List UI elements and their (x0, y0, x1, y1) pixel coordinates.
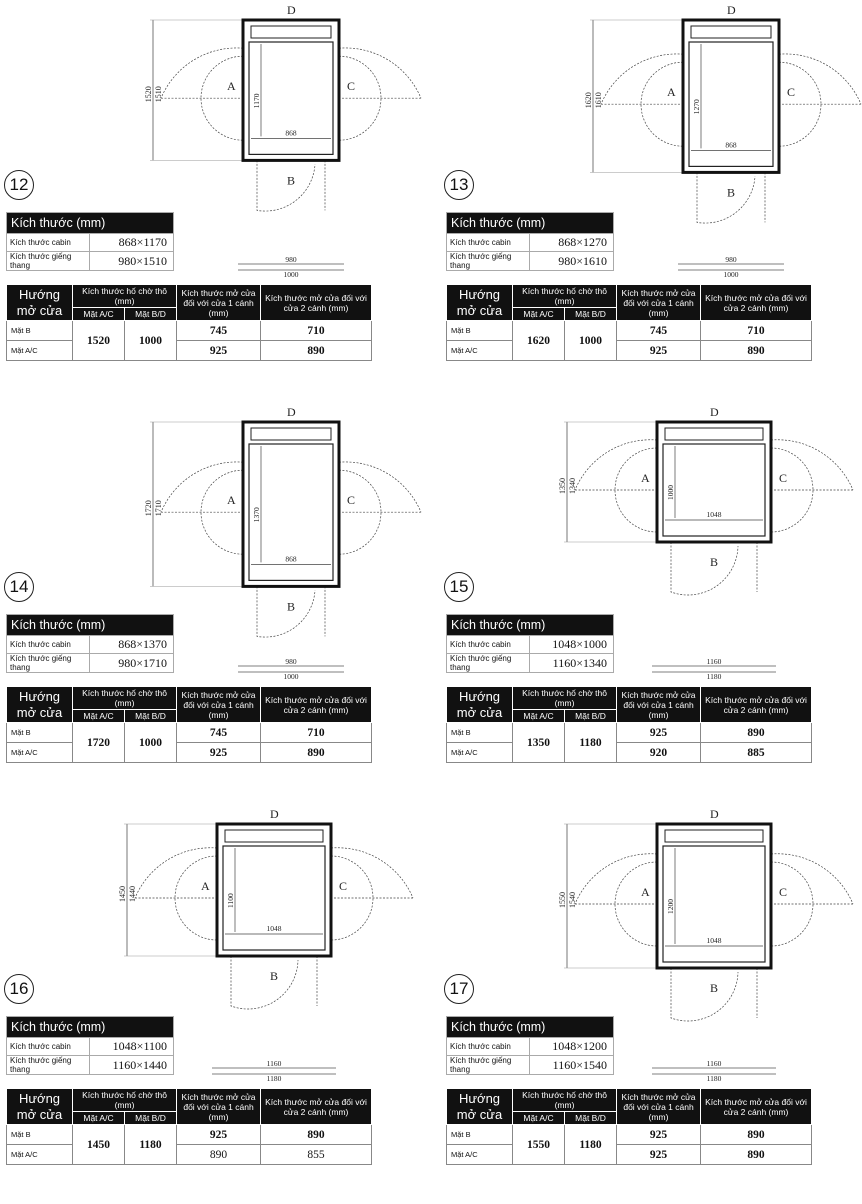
side-b-label: B (710, 555, 719, 569)
shaft-size-label: Kích thước giếng thang (447, 1056, 530, 1075)
single-door-header: Kích thước mở cửa đối với cửa 1 cánh (mm) (177, 687, 261, 723)
shaft-width-inner: 980 (285, 255, 297, 264)
pit-ac-value: 1620 (513, 321, 565, 361)
double-door-header: Kích thước mở cửa đối với cửa 2 cánh (mm) (261, 1089, 372, 1125)
dimension-table (6, 212, 174, 271)
cabin-size-value: 1048×1100 (90, 1038, 174, 1056)
elevator-panel (0, 804, 431, 1204)
pit-size-header: Kích thước hố chờ thô (mm) (73, 285, 177, 308)
single-door-ac-value: 925 (177, 341, 261, 361)
elevator-panel (0, 0, 431, 400)
row-side-b: Mặt B (7, 723, 73, 743)
side-d-label: D (270, 807, 279, 821)
double-door-ac-value: 890 (701, 341, 812, 361)
single-door-header: Kích thước mở cửa đối với cửa 1 cánh (mm) (177, 1089, 261, 1125)
shaft-depth-inner: 1510 (154, 86, 163, 103)
side-b-label: B (287, 173, 296, 188)
cabin-depth-label: 1200 (666, 899, 675, 914)
row-side-ac: Mặt A/C (447, 341, 513, 361)
shaft-width-outer: 1000 (283, 270, 299, 279)
row-side-b: Mặt B (7, 1125, 73, 1145)
side-c-label: C (347, 79, 356, 94)
double-door-ac-value: 890 (261, 341, 372, 361)
cabin-depth-label: 1370 (252, 507, 261, 523)
dimension-table-title: Kích thước (mm) (447, 615, 614, 636)
shaft-depth-inner: 1610 (594, 92, 603, 109)
cabin-size-label: Kích thước cabin (7, 636, 90, 654)
side-ac-header: Mặt A/C (73, 1112, 125, 1125)
pit-ac-value: 1550 (513, 1125, 565, 1165)
dimension-table (6, 614, 174, 673)
side-c-label: C (347, 493, 356, 508)
shaft-size-value: 980×1610 (530, 252, 614, 271)
door-direction-header: Hướng mở cửa (7, 687, 73, 723)
shaft-size-value: 980×1510 (90, 252, 174, 271)
side-a-label: A (227, 493, 236, 508)
dimension-table-title: Kích thước (mm) (7, 213, 174, 234)
side-a-label: A (641, 885, 650, 899)
single-door-ac-value: 925 (177, 743, 261, 763)
cabin-size-label: Kích thước cabin (7, 234, 90, 252)
shaft-depth-outer: 1520 (144, 86, 153, 103)
shaft-depth-outer: 1350 (558, 478, 567, 494)
single-door-header: Kích thước mở cửa đối với cửa 1 cánh (mm) (617, 687, 701, 723)
double-door-b-value: 890 (701, 1125, 812, 1145)
shaft-size-label: Kích thước giếng thang (7, 654, 90, 673)
shaft-depth-inner: 1710 (154, 500, 163, 517)
dimension-table (446, 1016, 614, 1075)
row-side-ac: Mặt A/C (7, 341, 73, 361)
row-side-b: Mặt B (447, 723, 513, 743)
pit-bd-value: 1180 (565, 1125, 617, 1165)
double-door-header: Kích thước mở cửa đối với cửa 2 cánh (mm) (701, 285, 812, 321)
pit-ac-value: 1350 (513, 723, 565, 763)
model-number-badge: 15 (444, 572, 474, 602)
shaft-size-value: 1160×1340 (530, 654, 614, 673)
door-direction-table (446, 284, 812, 361)
side-d-label: D (287, 405, 296, 419)
double-door-header: Kích thước mở cửa đối với cửa 2 cánh (mm) (701, 1089, 812, 1125)
side-c-label: C (779, 885, 788, 899)
pit-ac-value: 1720 (73, 723, 125, 763)
side-b-label: B (710, 981, 719, 995)
cabin-size-value: 868×1370 (90, 636, 174, 654)
cabin-size-value: 1048×1200 (530, 1038, 614, 1056)
side-ac-header: Mặt A/C (73, 710, 125, 723)
single-door-b-value: 925 (617, 1125, 701, 1145)
door-direction-table (6, 1088, 372, 1165)
model-number-badge: 17 (444, 974, 474, 1004)
cabin-size-label: Kích thước cabin (447, 234, 530, 252)
shaft-width-inner: 1160 (706, 1059, 722, 1068)
row-side-b: Mặt B (447, 321, 513, 341)
shaft-width-inner: 980 (725, 255, 737, 264)
door-direction-header: Hướng mở cửa (7, 1089, 73, 1125)
pit-size-header: Kích thước hố chờ thô (mm) (73, 687, 177, 710)
double-door-ac-value: 885 (701, 743, 812, 763)
pit-bd-value: 1000 (125, 321, 177, 361)
row-side-ac: Mặt A/C (447, 743, 513, 763)
dimension-table (6, 1016, 174, 1075)
single-door-b-value: 745 (617, 321, 701, 341)
cabin-width-label: 868 (725, 140, 737, 150)
single-door-b-value: 925 (177, 1125, 261, 1145)
single-door-ac-value: 925 (617, 1145, 701, 1165)
cabin-depth-label: 1170 (252, 93, 261, 109)
dimension-table-title: Kích thước (mm) (7, 615, 174, 636)
side-bd-header: Mặt B/D (125, 308, 177, 321)
cabin-size-label: Kích thước cabin (447, 636, 530, 654)
pit-ac-value: 1520 (73, 321, 125, 361)
shaft-size-label: Kích thước giếng thang (7, 1056, 90, 1075)
elevator-panel (440, 804, 862, 1204)
door-direction-header: Hướng mở cửa (447, 285, 513, 321)
single-door-header: Kích thước mở cửa đối với cửa 1 cánh (mm) (617, 1089, 701, 1125)
cabin-depth-label: 1000 (666, 485, 675, 500)
single-door-header: Kích thước mở cửa đối với cửa 1 cánh (mm) (617, 285, 701, 321)
dimension-table-title: Kích thước (mm) (447, 1017, 614, 1038)
side-a-label: A (667, 85, 676, 100)
cabin-size-value: 868×1270 (530, 234, 614, 252)
side-bd-header: Mặt B/D (565, 1112, 617, 1125)
pit-ac-value: 1450 (73, 1125, 125, 1165)
side-b-label: B (727, 185, 736, 200)
side-d-label: D (287, 3, 296, 17)
shaft-width-inner: 980 (285, 657, 297, 666)
shaft-depth-inner: 1440 (128, 886, 137, 902)
side-a-label: A (201, 879, 210, 893)
shaft-width-inner: 1160 (706, 657, 722, 666)
double-door-ac-value: 855 (261, 1145, 372, 1165)
door-direction-table (6, 686, 372, 763)
pit-size-header: Kích thước hố chờ thô (mm) (513, 285, 617, 308)
elevator-panel (440, 402, 862, 802)
model-number-badge: 12 (4, 170, 34, 200)
cabin-size-value: 1048×1000 (530, 636, 614, 654)
model-number-badge: 13 (444, 170, 474, 200)
pit-size-header: Kích thước hố chờ thô (mm) (513, 687, 617, 710)
single-door-ac-value: 920 (617, 743, 701, 763)
side-c-label: C (787, 85, 796, 100)
shaft-width-outer: 1000 (283, 672, 299, 681)
double-door-header: Kích thước mở cửa đối với cửa 2 cánh (mm) (261, 285, 372, 321)
pit-size-header: Kích thước hố chờ thô (mm) (73, 1089, 177, 1112)
pit-bd-value: 1000 (125, 723, 177, 763)
shaft-depth-inner: 1540 (568, 892, 577, 908)
door-direction-header: Hướng mở cửa (447, 1089, 513, 1125)
double-door-ac-value: 890 (701, 1145, 812, 1165)
cabin-depth-label: 1100 (226, 893, 235, 908)
pit-size-header: Kích thước hố chờ thô (mm) (513, 1089, 617, 1112)
cabin-width-label: 868 (285, 128, 297, 138)
single-door-header: Kích thước mở cửa đối với cửa 1 cánh (mm) (177, 285, 261, 321)
row-side-ac: Mặt A/C (7, 1145, 73, 1165)
double-door-header: Kích thước mở cửa đối với cửa 2 cánh (mm) (261, 687, 372, 723)
shaft-size-value: 1160×1440 (90, 1056, 174, 1075)
shaft-size-label: Kích thước giếng thang (7, 252, 90, 271)
side-c-label: C (779, 471, 788, 485)
shaft-size-value: 1160×1540 (530, 1056, 614, 1075)
shaft-size-value: 980×1710 (90, 654, 174, 673)
door-direction-header: Hướng mở cửa (7, 285, 73, 321)
double-door-b-value: 710 (701, 321, 812, 341)
double-door-b-value: 710 (261, 321, 372, 341)
elevator-panel (440, 0, 862, 400)
side-ac-header: Mặt A/C (513, 1112, 565, 1125)
shaft-width-outer: 1180 (706, 1074, 722, 1083)
side-ac-header: Mặt A/C (73, 308, 125, 321)
double-door-ac-value: 890 (261, 743, 372, 763)
dimension-table (446, 212, 614, 271)
shaft-depth-inner: 1340 (568, 478, 577, 494)
cabin-size-label: Kích thước cabin (447, 1038, 530, 1056)
door-direction-table (446, 686, 812, 763)
shaft-width-outer: 1180 (706, 672, 722, 681)
dimension-table (446, 614, 614, 673)
double-door-b-value: 890 (261, 1125, 372, 1145)
shaft-size-label: Kích thước giếng thang (447, 252, 530, 271)
pit-bd-value: 1000 (565, 321, 617, 361)
side-b-label: B (270, 969, 279, 983)
side-a-label: A (641, 471, 650, 485)
shaft-depth-outer: 1720 (144, 500, 153, 517)
single-door-ac-value: 925 (617, 341, 701, 361)
model-number-badge: 14 (4, 572, 34, 602)
shaft-width-inner: 1160 (266, 1059, 282, 1068)
double-door-header: Kích thước mở cửa đối với cửa 2 cánh (mm) (701, 687, 812, 723)
row-side-ac: Mặt A/C (447, 1145, 513, 1165)
side-b-label: B (287, 599, 296, 614)
shaft-width-outer: 1180 (266, 1074, 282, 1083)
side-d-label: D (727, 3, 736, 17)
side-a-label: A (227, 79, 236, 94)
side-bd-header: Mặt B/D (565, 308, 617, 321)
double-door-b-value: 710 (261, 723, 372, 743)
row-side-ac: Mặt A/C (7, 743, 73, 763)
single-door-b-value: 925 (617, 723, 701, 743)
door-direction-table (6, 284, 372, 361)
shaft-depth-outer: 1450 (118, 886, 127, 902)
side-ac-header: Mặt A/C (513, 710, 565, 723)
model-number-badge: 16 (4, 974, 34, 1004)
pit-bd-value: 1180 (125, 1125, 177, 1165)
pit-bd-value: 1180 (565, 723, 617, 763)
cabin-width-label: 1048 (266, 924, 282, 933)
single-door-b-value: 745 (177, 321, 261, 341)
shaft-depth-outer: 1620 (584, 92, 593, 109)
cabin-width-label: 1048 (706, 510, 722, 519)
single-door-ac-value: 890 (177, 1145, 261, 1165)
cabin-width-label: 868 (285, 554, 297, 564)
cabin-depth-label: 1270 (692, 99, 701, 115)
side-d-label: D (710, 807, 719, 821)
row-side-b: Mặt B (7, 321, 73, 341)
elevator-panel (0, 402, 431, 802)
shaft-size-label: Kích thước giếng thang (447, 654, 530, 673)
side-bd-header: Mặt B/D (125, 1112, 177, 1125)
side-ac-header: Mặt A/C (513, 308, 565, 321)
side-c-label: C (339, 879, 348, 893)
side-d-label: D (710, 405, 719, 419)
cabin-size-value: 868×1170 (90, 234, 174, 252)
cabin-size-label: Kích thước cabin (7, 1038, 90, 1056)
dimension-table-title: Kích thước (mm) (7, 1017, 174, 1038)
shaft-width-outer: 1000 (723, 270, 739, 279)
single-door-b-value: 745 (177, 723, 261, 743)
cabin-width-label: 1048 (706, 936, 722, 945)
row-side-b: Mặt B (447, 1125, 513, 1145)
side-bd-header: Mặt B/D (125, 710, 177, 723)
shaft-depth-outer: 1550 (558, 892, 567, 908)
dimension-table-title: Kích thước (mm) (447, 213, 614, 234)
door-direction-header: Hướng mở cửa (447, 687, 513, 723)
door-direction-table (446, 1088, 812, 1165)
double-door-b-value: 890 (701, 723, 812, 743)
side-bd-header: Mặt B/D (565, 710, 617, 723)
